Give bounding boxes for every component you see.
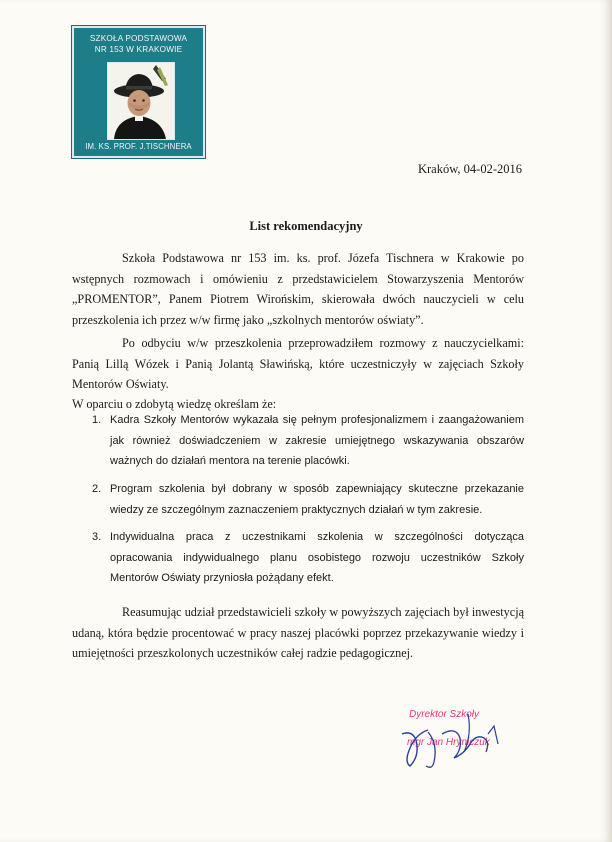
letter-title: List rekomendacyjny xyxy=(249,219,363,233)
logo-header xyxy=(74,33,203,55)
list-item-text: Kadra Szkoły Mentorów wykazała się pełnym profesjonalizmem i zaangażowaniem jak również doświadczeniem w zakresie umiejętnego wskazywania obszarów ważnych do działań mentora na terenie placówki. xyxy=(110,414,524,467)
school-logo xyxy=(72,26,205,158)
stamp-title: Dyrektor Szkoły xyxy=(409,709,480,720)
list-item xyxy=(92,410,524,472)
stamp-name: mgr Jan Hryniczuk xyxy=(407,737,490,748)
paragraph-conclusion-lead: W oparciu o zdobytą wiedzę określam że: xyxy=(72,397,277,411)
list-item-text: Program szkolenia był dobrany w sposób zapewniający skuteczne przekazanie wiedzy ze szczególnym zaznaczeniem praktycznych działań w tym zakresie. xyxy=(110,483,524,516)
letter-date: Kraków, 04-02-2016 xyxy=(417,162,522,176)
list-item-number: 3. xyxy=(92,531,102,543)
logo-line-1: SZKOŁA PODSTAWOWA xyxy=(89,34,188,43)
paragraph-interviews: Po odbyciu w/w przeszkolenia przeprowadziłem rozmowy z nauczycielkami: Panią Lillą Wózek i Panią Jolantą Sławińską, które uczestniczyły w zajęciach Szkoły Mentorów Oświaty. xyxy=(72,336,524,391)
priest-portrait-icon xyxy=(108,63,174,139)
list-item-number: 1. xyxy=(92,414,102,426)
logo-portrait-image xyxy=(107,62,175,140)
list-item xyxy=(92,527,524,589)
logo-footer: IM. KS. PROF. J.TISCHNERA xyxy=(85,142,192,151)
list-item xyxy=(92,479,524,520)
paragraph-summary: Reasumując udział przedstawicieli szkoły w powyższych zajęciach był inwestycją udaną, która będzie procentować w pracy naszej placówki poprzez przekazywanie wiedzy i umiejętności przeszkolonych uczestników całej radzie pedagogicznej. xyxy=(72,605,524,660)
logo-line-2: NR 153 W KRAKOWIE xyxy=(94,45,183,54)
list-item-number: 2. xyxy=(92,483,102,495)
signature-stamp xyxy=(398,704,518,774)
paragraph-intro: Szkoła Podstawowa nr 153 im. ks. prof. Józefa Tischnera w Krakowie po wstępnych rozmowach i omówieniu z przedstawicielem Stowarzyszenia Mentorów „PROMENTOR”, Panem Piotrem Wirońskim, skierowała dwóch nauczycieli w celu przeszkolenia ich przez w/w firmę jako „szkolnych mentorów oświaty”. xyxy=(72,251,524,327)
list-item-text: Indywidualna praca z uczestnikami szkolenia w szczególności dotycząca opracowania indywidualnego planu osobistego rozwoju uczestników Szkoły Mentorów Oświaty przyniosła pożądany efekt. xyxy=(110,531,524,584)
handwritten-signature-icon xyxy=(398,704,518,774)
